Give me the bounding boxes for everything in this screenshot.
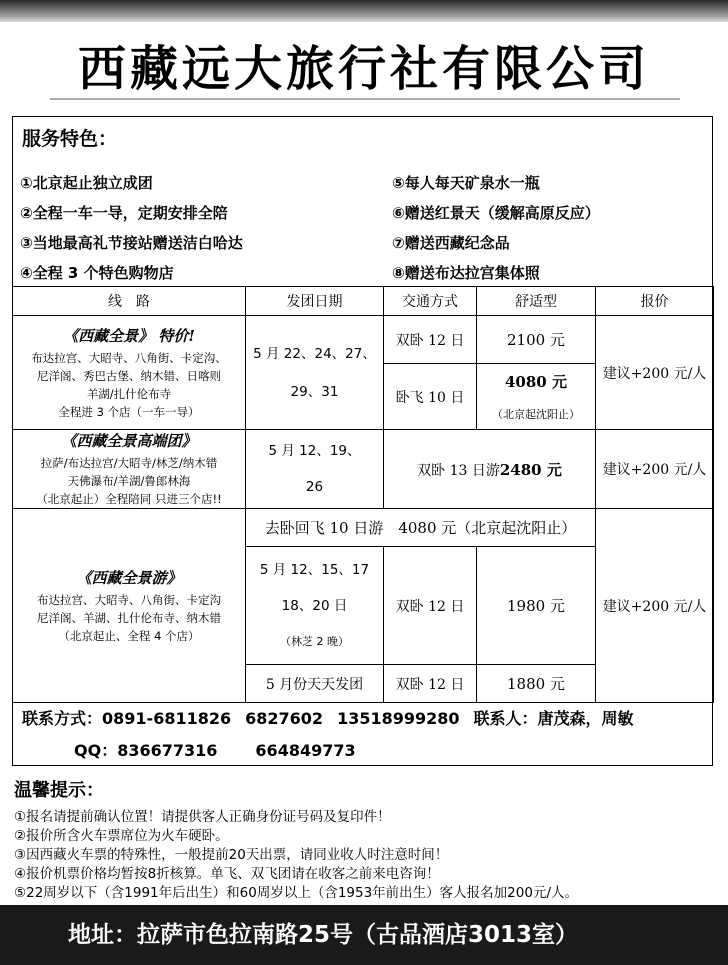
contact-phone: 13518999280 xyxy=(337,709,460,728)
header-comfort: 舒适型 xyxy=(477,287,596,316)
route3-transport1: 双卧 12 日 xyxy=(384,547,477,665)
route1-price2: 4080 元 xyxy=(505,373,567,391)
route1-date-line: 29、31 xyxy=(290,383,339,400)
route1-transport2: 卧飞 10 日 xyxy=(384,364,477,430)
route3-dates-note: （林芝 2 晚） xyxy=(280,634,349,648)
route3-top-line: 去卧回飞 10 日游 4080 元（北京起沈阳止） xyxy=(246,509,596,547)
company-title: 西藏远大旅行社有限公司 xyxy=(77,41,650,97)
route2-dates xyxy=(246,430,384,509)
title-divider xyxy=(50,98,680,100)
route3-transport2: 双卧 12 日 xyxy=(384,665,477,703)
route2-quote: 建议+200 元/人 xyxy=(596,430,714,509)
route2-info xyxy=(13,430,246,509)
route1-transport1: 双卧 12 日 xyxy=(384,316,477,364)
route3-price2: 1880 元 xyxy=(477,665,596,703)
tip-item: ⑤22周岁以下（含1991年后出生）和60周岁以上（含1953年前出生）客人报名加200元/人。 xyxy=(14,885,578,901)
header-route: 线 路 xyxy=(13,287,246,316)
feature-item: ④全程 3 个特色购物店 xyxy=(20,264,174,282)
route3-dates xyxy=(246,547,384,665)
route1-quote: 建议+200 元/人 xyxy=(596,316,714,430)
route1-price2-note: （北京起沈阳止） xyxy=(492,408,580,421)
header-transport: 交通方式 xyxy=(384,287,477,316)
route3-info xyxy=(13,509,246,703)
route2-date-line: 5 月 12、19、 xyxy=(268,443,361,459)
route1-desc: 尼洋阁、秀巴古堡、纳木错、日喀则 xyxy=(37,368,221,383)
route3-quote: 建议+200 元/人 xyxy=(596,509,714,703)
contact-line xyxy=(22,706,648,729)
tip-item: ②报价所含火车票席位为火车硬卧。 xyxy=(14,828,229,844)
tip-item: ④报价机票价格均暂按8折核算。单飞、双飞团请在收客之前来电咨询！ xyxy=(14,866,440,882)
qq-number: 664849773 xyxy=(255,741,356,760)
route2-desc: （北京起止）全程陪同 只进三个店!! xyxy=(36,492,222,506)
contact-phone: 6827602 xyxy=(245,709,324,728)
feature-item: ⑧赠送布达拉宫集体照 xyxy=(392,264,540,282)
features-title: 服务特色： xyxy=(22,128,118,150)
route3-name: 《西藏全景游》 xyxy=(76,568,182,587)
tip-item: ①报名请提前确认位置！请提供客人正确身份证号码及复印件！ xyxy=(14,809,391,825)
route2-price: 2480 元 xyxy=(499,460,562,479)
route3-date-line: 5 月 12、15、17 xyxy=(259,561,370,578)
feature-item: ⑤每人每天矿泉水一瓶 xyxy=(392,174,540,192)
contact-phone: 0891-6811826 xyxy=(102,709,232,728)
route2-transport-price xyxy=(384,430,596,509)
route1-desc: 羊湖/扎什伦布寺 xyxy=(86,386,172,401)
feature-item: ②全程一车一导，定期安排全陪 xyxy=(20,204,228,222)
contact-label: 联系方式： xyxy=(22,709,103,728)
route1-desc: 布达拉宫、大昭寺、八角街、卡定沟、 xyxy=(31,350,227,365)
route2-date-line: 26 xyxy=(305,479,324,495)
route1-price1: 2100 元 xyxy=(477,316,596,364)
route3-date-line: 18、20 日 xyxy=(281,597,348,614)
tips-title: 温馨提示： xyxy=(14,780,104,801)
feature-item: ⑥赠送红景天（缓解高原反应） xyxy=(392,204,600,222)
feature-item: ⑦赠送西藏纪念品 xyxy=(392,234,510,252)
qq-number: 836677316 xyxy=(117,741,218,760)
feature-item: ①北京起止独立成团 xyxy=(20,174,153,192)
route1-date-line: 5 月 22、24、27、 xyxy=(253,345,376,362)
tip-item: ③因西藏火车票的特殊性，一般提前20天出票，请同业收人时注意时间！ xyxy=(14,847,449,863)
route1-info xyxy=(13,316,246,430)
route2-desc: 天佛瀑布/羊湖/鲁郎林海 xyxy=(67,474,191,488)
route2-desc: 拉萨/布达拉宫/大昭寺/林芝/纳木错 xyxy=(40,456,218,470)
header-date: 发团日期 xyxy=(246,287,384,316)
feature-item: ③当地最高礼节接站赠送洁白哈达 xyxy=(20,234,243,252)
route3-desc: 布达拉宫、大昭寺、八角街、卡定沟 xyxy=(37,592,221,607)
address-bar: 地址：拉萨市色拉南路25号（古品酒店3013室） xyxy=(0,905,728,965)
qq-line xyxy=(74,738,370,761)
route1-name: 《西藏全景》 特价! xyxy=(63,326,195,345)
route-table xyxy=(12,286,714,703)
route1-dates xyxy=(246,316,384,430)
route3-price1: 1980 元 xyxy=(477,547,596,665)
qq-label: QQ： xyxy=(74,741,118,760)
route1-price2-cell xyxy=(477,364,596,430)
route2-name: 《西藏全景高端团》 xyxy=(61,432,197,450)
top-gradient-bar xyxy=(0,0,728,22)
route1-desc: 全程进 3 个店（一车一导） xyxy=(58,404,200,419)
header-quote: 报价 xyxy=(596,287,714,316)
route3-desc: （北京起止、全程 4 个店） xyxy=(58,628,200,643)
route2-transport: 双卧 13 日游 xyxy=(417,462,500,479)
route3-date2: 5 月份天天发团 xyxy=(246,665,384,703)
route3-desc: 尼洋阁、羊湖、扎什伦布寺、纳木错 xyxy=(37,610,221,625)
contact-person: 联系人：唐茂森，周敏 xyxy=(473,709,634,728)
